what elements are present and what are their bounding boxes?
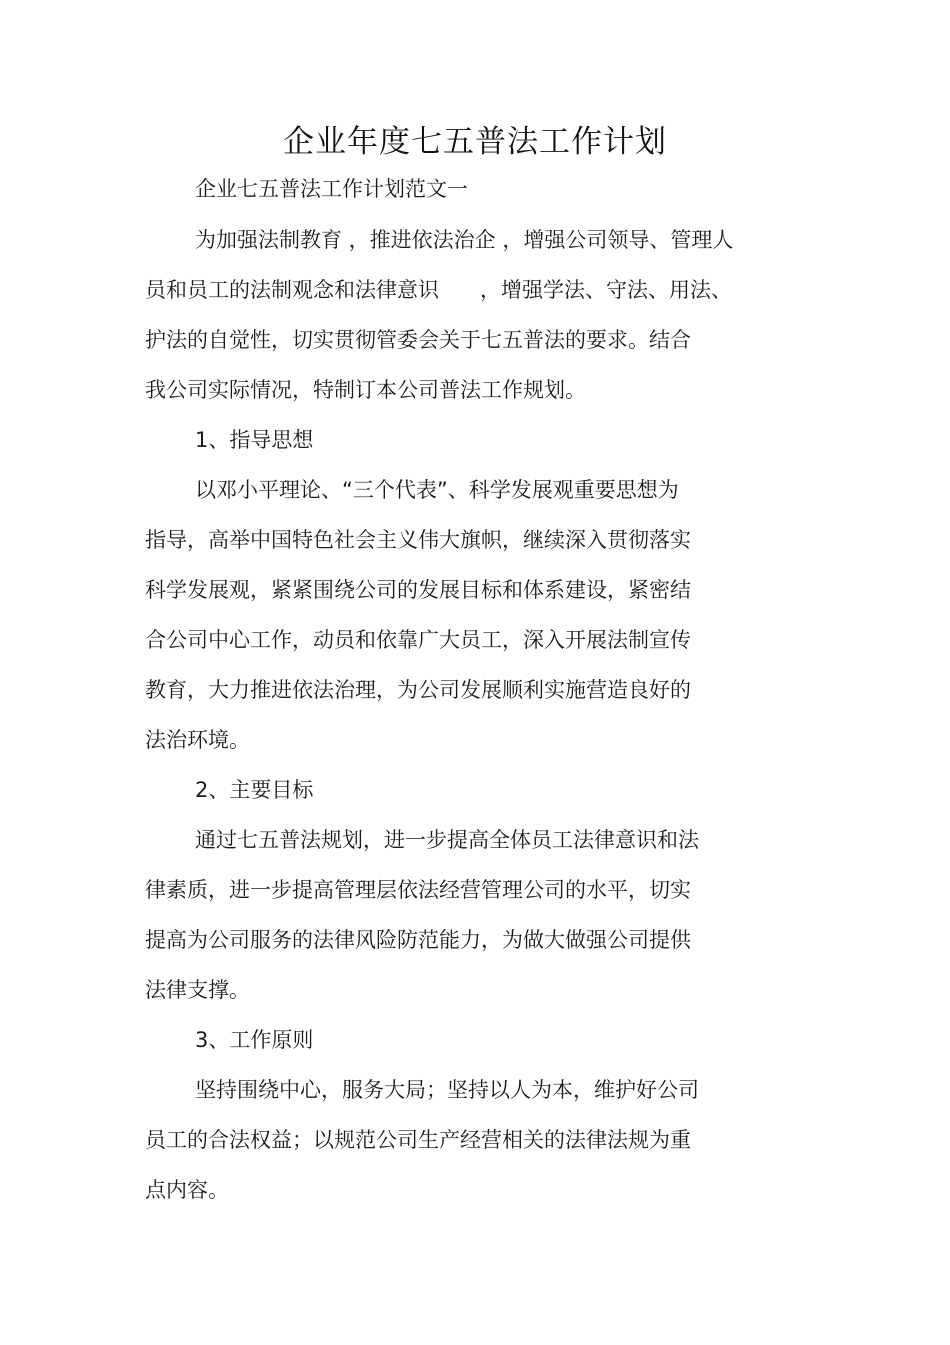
paragraph-line: 律素质，进一步提高管理层依法经营管理公司的水平，切实 <box>145 878 691 902</box>
section-heading: 1、指导思想 <box>195 428 314 452</box>
paragraph-line: 员和员工的法制观念和法律意识 ，增强学法、守法、用法、 <box>145 278 733 302</box>
paragraph-line: 员工的合法权益；以规范公司生产经营相关的法律法规为重 <box>145 1128 691 1152</box>
document-subtitle: 企业七五普法工作计划范文一 <box>195 177 468 201</box>
paragraph-line: 坚持围绕中心，服务大局；坚持以人为本，维护好公司 <box>195 1078 699 1102</box>
section-heading: 3、工作原则 <box>195 1028 314 1052</box>
paragraph-line: 我公司实际情况，特制订本公司普法工作规划。 <box>145 378 586 402</box>
paragraph-line: 法律支撑。 <box>145 978 250 1002</box>
document-title: 企业年度七五普法工作计划 <box>283 124 667 160</box>
paragraph-line: 通过七五普法规划，进一步提高全体员工法律意识和法 <box>195 828 699 852</box>
paragraph-line: 护法的自觉性，切实贯彻管委会关于七五普法的要求。结合 <box>145 328 691 352</box>
paragraph-line: 提高为公司服务的法律风险防范能力，为做大做强公司提供 <box>145 928 691 952</box>
paragraph-line: 为加强法制教育 ，推进依法治企 ，增强公司领导、管理人 <box>195 228 734 252</box>
paragraph-line: 法治环境。 <box>145 728 250 752</box>
paragraph-line: 科学发展观，紧紧围绕公司的发展目标和体系建设，紧密结 <box>145 578 691 602</box>
paragraph-line: 点内容。 <box>145 1178 229 1202</box>
section-heading: 2、主要目标 <box>195 778 314 802</box>
paragraph-line: 教育，大力推进依法治理，为公司发展顺利实施营造良好的 <box>145 678 691 702</box>
paragraph-line: 指导，高举中国特色社会主义伟大旗帜，继续深入贯彻落实 <box>145 528 691 552</box>
paragraph-line: 以邓小平理论、“三个代表”、科学发展观重要思想为 <box>195 478 679 502</box>
paragraph-line: 合公司中心工作，动员和依靠广大员工，深入开展法制宣传 <box>145 628 691 652</box>
